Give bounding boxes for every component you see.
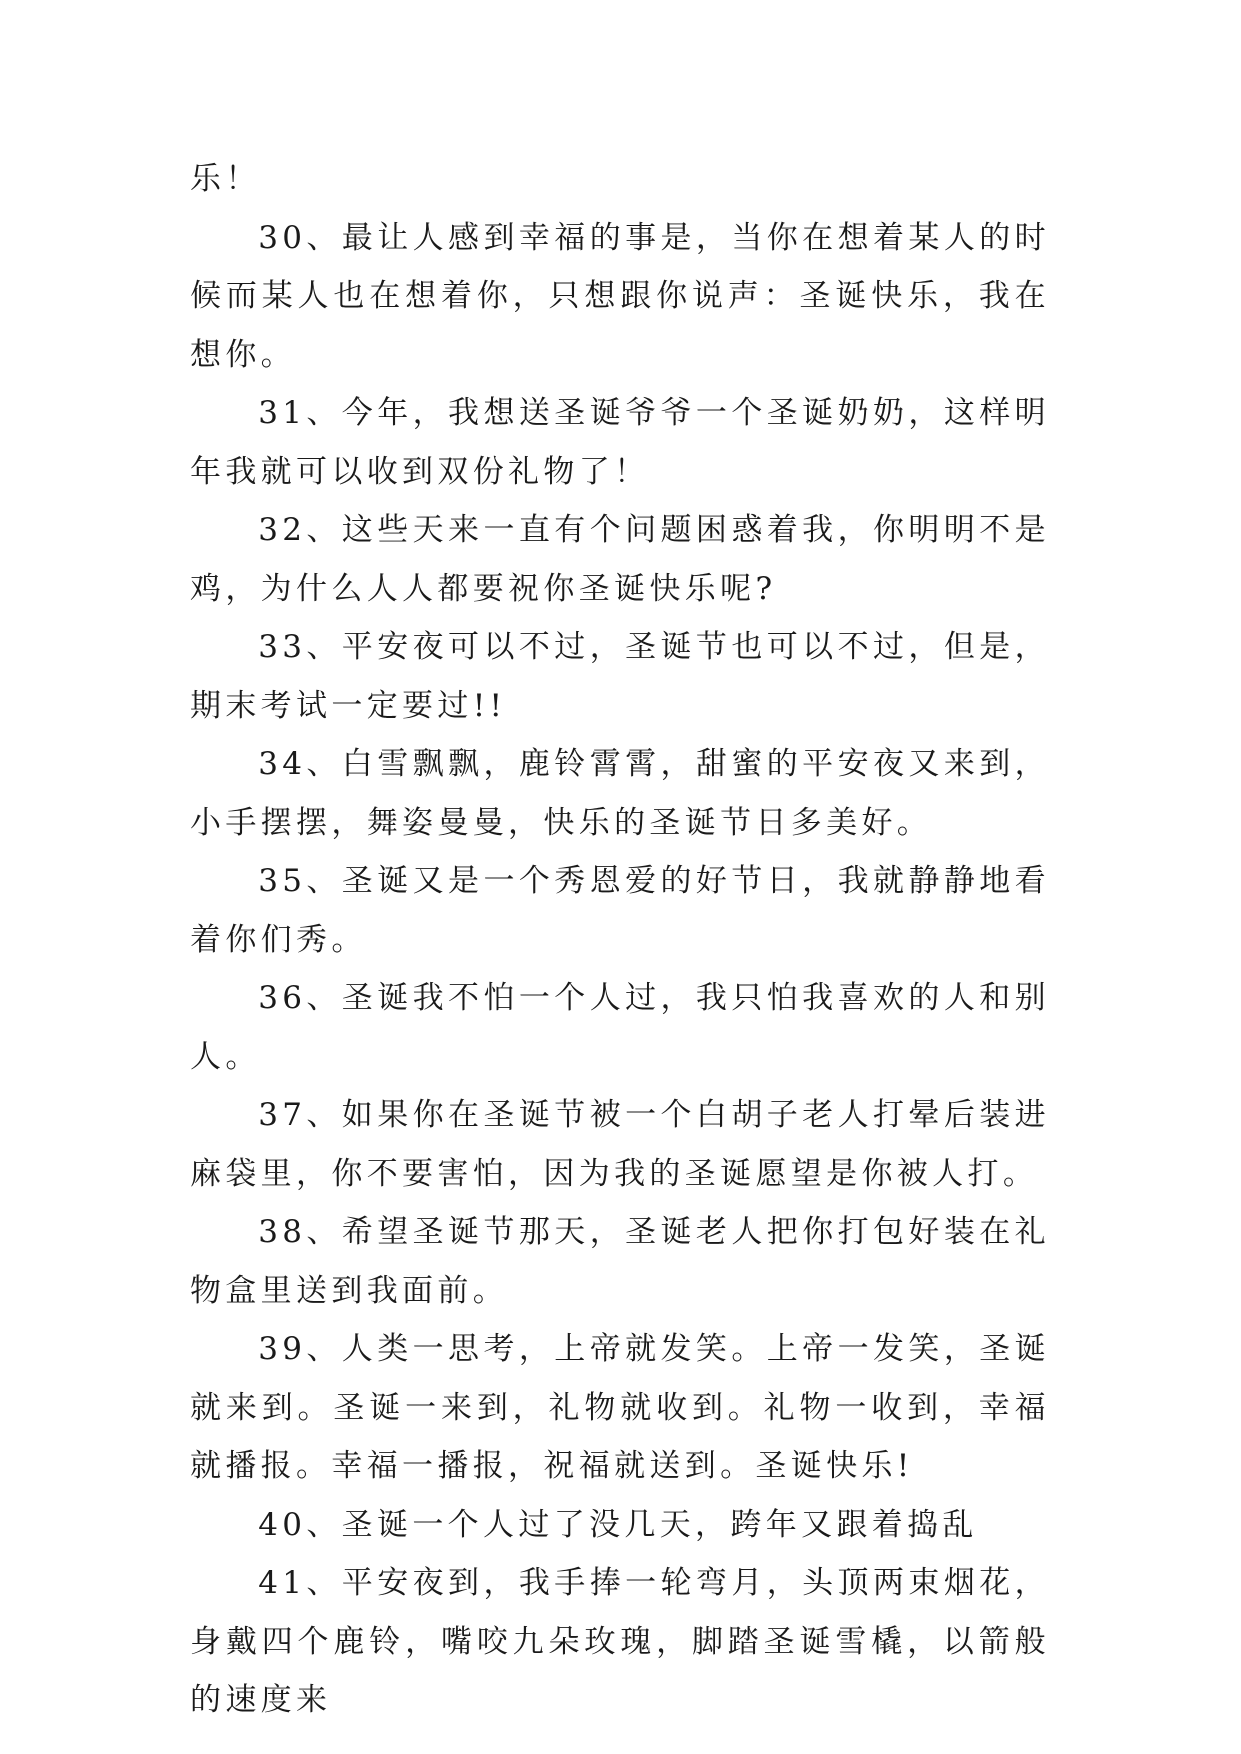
document-body xyxy=(190,150,1050,1730)
list-item-32: 32、这些天来一直有个问题困惑着我，你明明不是鸡，为什么人人都要祝你圣诞快乐呢? xyxy=(190,512,1050,607)
list-item-34: 34、白雪飘飘，鹿铃霄霄，甜蜜的平安夜又来到，小手摆摆，舞姿曼曼，快乐的圣诞节日多美好。 xyxy=(190,746,1050,841)
list-item-33: 33、平安夜可以不过，圣诞节也可以不过，但是，期末考试一定要过!! xyxy=(190,629,1050,724)
continued-paragraph: 乐！ xyxy=(190,161,261,197)
list-item-30: 30、最让人感到幸福的事是，当你在想着某人的时候而某人也在想着你，只想跟你说声：圣诞快乐，我在想你。 xyxy=(190,219,1050,373)
list-item-36: 36、圣诞我不怕一个人过，我只怕我喜欢的人和别人。 xyxy=(190,980,1050,1075)
list-item-37: 37、如果你在圣诞节被一个白胡子老人打晕后装进麻袋里，你不要害怕，因为我的圣诞愿望是你被人打。 xyxy=(190,1097,1050,1192)
list-item-40: 40、圣诞一个人过了没几天，跨年又跟着捣乱 xyxy=(258,1506,978,1543)
list-item-31: 31、今年，我想送圣诞爷爷一个圣诞奶奶，这样明年我就可以收到双份礼物了！ xyxy=(190,395,1050,490)
list-item-41: 41、平安夜到，我手捧一轮弯月，头顶两束烟花，身戴四个鹿铃，嘴咬九朵玫瑰，脚踏圣诞雪橇，以箭般的速度来 xyxy=(190,1565,1050,1718)
list-item-35: 35、圣诞又是一个秀恩爱的好节日，我就静静地看着你们秀。 xyxy=(190,863,1050,958)
list-item-39: 39、人类一思考，上帝就发笑。上帝一发笑，圣诞就来到。圣诞一来到，礼物就收到。礼物一收到，幸福就播报。幸福一播报，祝福就送到。圣诞快乐! xyxy=(190,1331,1050,1484)
list-item-38: 38、希望圣诞节那天，圣诞老人把你打包好装在礼物盒里送到我面前。 xyxy=(190,1214,1050,1309)
